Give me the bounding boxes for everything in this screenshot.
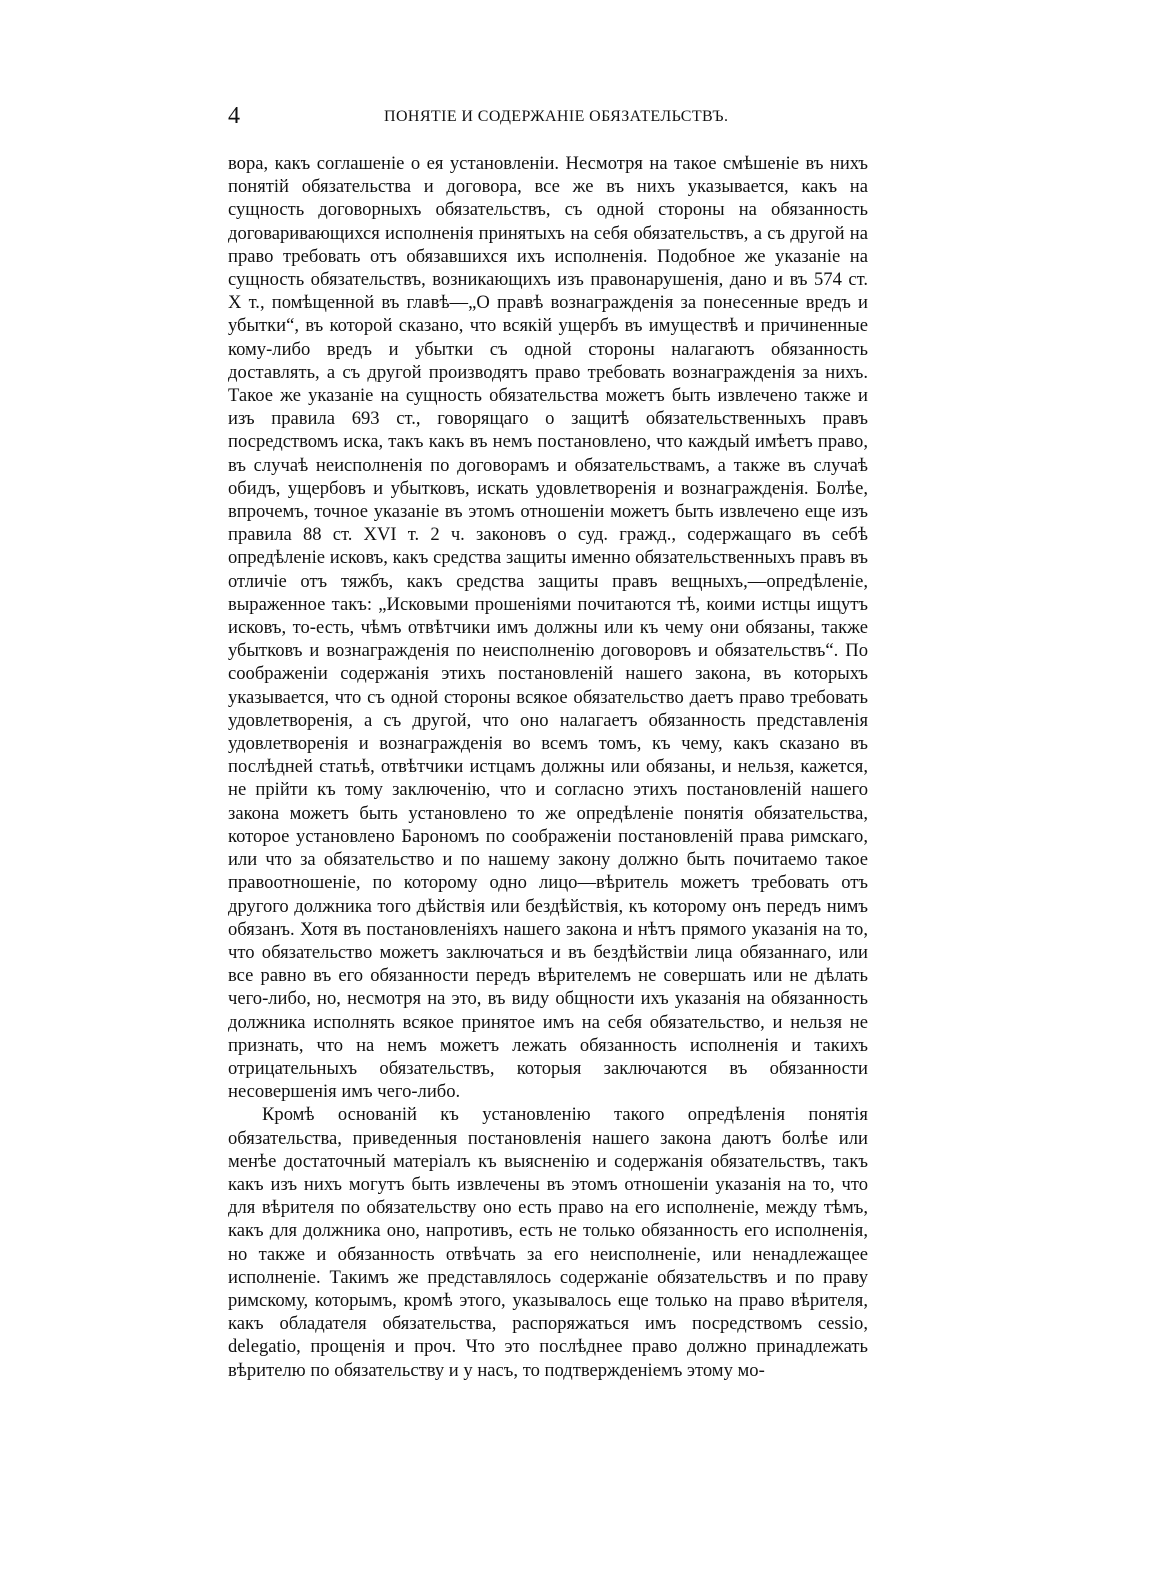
body-text [228,152,868,1382]
paragraph-2: Кромѣ основаній къ установленію такого опредѣленія понятія обязательства, приведенныя постановленія нашего закона даютъ болѣе или менѣе достаточный матеріалъ къ выясненію и содержанія обязательствъ, такъ какъ изъ нихъ могутъ быть извлечены въ этомъ отношеніи указанія на то, что для вѣрителя по обязательству оно есть право на его исполненіе, между тѣмъ, какъ для должника оно, напротивъ, есть не только обязанность его исполненія, но также и обязанность отвѣчать за его неисполненіе, или ненадлежащее исполненіе. Такимъ же представлялось содержаніе обязательствъ и по праву римскому, которымъ, кромѣ этого, указывалось еще только на право вѣрителя, какъ обладателя обязательства, распоряжаться имъ посредствомъ cessio, delegatio, прощенія и проч. Что это послѣднее право должно принадлежать вѣрителю по обязательству и у насъ, то подтвержденіемъ этому мо- [228,1104,868,1381]
page-number: 4 [228,103,240,129]
running-title: ПОНЯТІЕ И СОДЕРЖАНІЕ ОБЯЗАТЕЛЬСТВЪ. [384,108,729,125]
page-header [224,102,868,132]
paragraph-1: вора, какъ соглашеніе о ея установленіи. Несмотря на такое смѣшеніе въ нихъ понятій обязательства и договора, все же въ нихъ указывается, какъ на сущность договорныхъ обязательствъ, съ одной стороны на обязанность договаривающихся исполненія принятыхъ на себя обязательствъ, а съ другой на право требовать отъ обязавшихся ихъ исполненія. Подобное же указаніе на сущность обязательствъ, возникающихъ изъ правонарушенія, дано и въ 574 ст. X т., помѣщенной въ главѣ—„О правѣ вознагражденія за понесенные вредъ и убытки“, въ которой сказано, что всякій ущербъ въ имуществѣ и причиненные кому-либо вредъ и убытки съ одной стороны налагаютъ обязанность доставлять, а съ другой производятъ право требовать вознагражденія за нихъ. Такое же указаніе на сущность обязательства можетъ быть извлечено также и изъ правила 693 ст., говорящаго о защитѣ обязательственныхъ правъ посредствомъ иска, такъ какъ въ немъ постановлено, что каждый имѣетъ право, въ случаѣ неисполненія по договорамъ и обязательствамъ, а также въ случаѣ обидъ, ущербовъ и убытковъ, искать удовлетворенія и вознагражденія. Болѣе, впрочемъ, точное указаніе въ этомъ отношеніи можетъ быть извлечено еще изъ правила 88 ст. XVI т. 2 ч. законовъ о суд. гражд., содержащаго въ себѣ опредѣленіе исковъ, какъ средства защиты именно обязательственныхъ правъ въ отличіе отъ тяжбъ, какъ средства защиты правъ вещныхъ,—опредѣленіе, выраженное такъ: „Исковыми прошеніями почитаются тѣ, коими истцы ищутъ исковъ, то-есть, чѣмъ отвѣтчики имъ должны или къ чему они обязаны, также убытковъ и вознагражденія по неисполненію договоровъ и обязательствъ“. По соображеніи содержанія этихъ постановленій нашего закона, въ которыхъ указывается, что съ одной стороны всякое обязательство даетъ право требовать удовлетворенія, а съ другой, что оно налагаетъ обязанность представленія удовлетворенія и вознагражденія во всемъ томъ, къ чему, какъ сказано въ послѣдней статьѣ, отвѣтчики истцамъ должны или обязаны, и нельзя, кажется, не прійти къ тому заключенію, что и согласно этихъ постановленій нашего закона можетъ быть установлено то же опредѣленіе понятія обязательства, которое установлено Барономъ по соображеніи постановленій права римскаго, или что за обязательство и по нашему закону должно быть почитаемо такое правоотношеніе, по которому одно лицо—вѣритель можетъ требовать отъ другого должника того дѣйствія или бездѣйствія, къ которому онъ передъ нимъ обязанъ. Хотя въ постановленіяхъ нашего закона и нѣтъ прямого указанія на то, что обязательство можетъ заключаться и въ бездѣйствіи лица обязаннаго, или все равно въ его обязанности передъ вѣрителемъ не совершать или не дѣлать чего-либо, но, несмотря на это, въ виду общности ихъ указанія на обязанность должника исполнять всякое принятое имъ на себя обязательство, и нельзя не признать, что на немъ можетъ лежать обязанность исполненія и такихъ отрицательныхъ обязательствъ, которыя заключаются въ обязанности несовершенія имъ чего-либо. [228,153,868,1103]
